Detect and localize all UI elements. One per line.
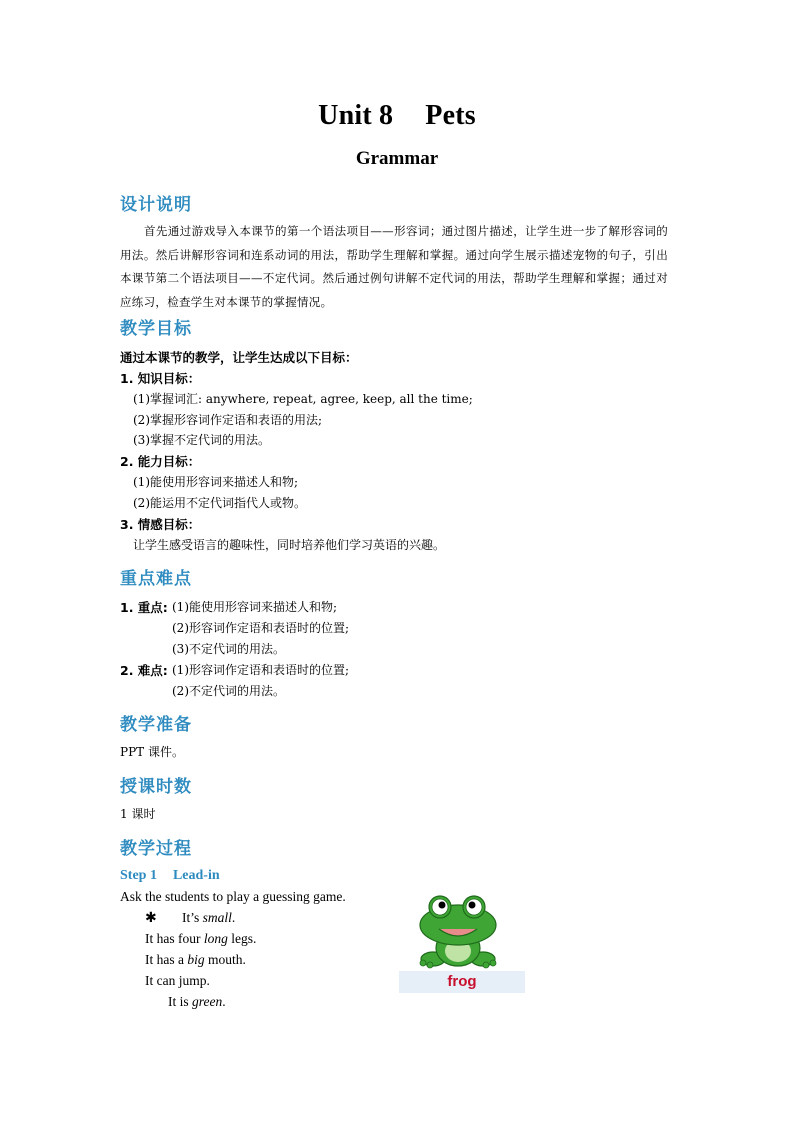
focus-item: (2)形容词作定语和表语时的位置; (172, 621, 350, 635)
design-paragraph: 首先通过游戏导入本课节的第一个语法项目——形容词；通过图片描述，让学生进一步了解形容词的用法。然后讲解形容词和连系动词的用法，帮助学生理解和掌握。通过向学生展示描述宠物的句子，引出本课节第二个语法项目——不定代词。然后通过例句讲解不定代词的用法，帮助学生理解和掌握；通过对应练习，检查学生对本课节的掌握情况。 (120, 224, 668, 309)
page-title (0, 100, 794, 132)
bullet-asterisk: ✱ (145, 911, 157, 926)
difficulty-item: (1)形容词作定语和表语时的位置; (172, 663, 350, 677)
heading-keypoints: 重点难点 (120, 569, 192, 589)
knowledge-item: (2)掌握形容词作定语和表语的用法; (133, 413, 323, 427)
focus-label: 1. 重点: (120, 600, 168, 615)
difficulty-item: (2)不定代词的用法。 (172, 684, 285, 698)
goals-intro: 通过本课节的教学，让学生达成以下目标： (120, 350, 358, 365)
clue-line: It is green. (168, 994, 226, 1009)
clue-line: It has a big mouth. (145, 952, 246, 967)
heading-process: 教学过程 (120, 839, 192, 859)
frog-illustration (399, 893, 525, 973)
clue-line: It can jump. (145, 973, 210, 988)
knowledge-title: 1. 知识目标： (120, 371, 201, 386)
step-label: Step 1 (120, 868, 157, 883)
heading-prep: 教学准备 (120, 715, 192, 735)
focus-item: (1)能使用形容词来描述人和物; (172, 600, 338, 614)
clue-line: It’s small. (182, 910, 236, 925)
step-heading (120, 868, 220, 884)
emotion-text: 让学生感受语言的趣味性，同时培养他们学习英语的兴趣。 (133, 538, 446, 552)
ability-item: (1)能使用形容词来描述人和物; (133, 475, 299, 489)
heading-goals: 教学目标 (120, 319, 192, 339)
frog-image (399, 893, 525, 993)
knowledge-item: (1)掌握词汇: anywhere, repeat, agree, keep, all the time; (133, 392, 473, 406)
page-subtitle: Grammar (355, 148, 439, 169)
prep-text: PPT 课件。 (120, 745, 184, 759)
game-instruction: Ask the students to play a guessing game. (120, 889, 346, 904)
heading-hours: 授课时数 (120, 777, 192, 797)
hours-text: 1 课时 (120, 807, 156, 821)
frog-label: frog (399, 971, 525, 993)
clue-line: It has four long legs. (145, 931, 257, 946)
ability-title: 2. 能力目标： (120, 454, 201, 469)
difficulty-label: 2. 难点: (120, 663, 168, 678)
knowledge-item: (3)掌握不定代词的用法。 (133, 433, 270, 447)
focus-item: (3)不定代词的用法。 (172, 642, 285, 656)
title-unit: Unit 8 (318, 100, 394, 131)
ability-item: (2)能运用不定代词指代人或物。 (133, 496, 306, 510)
heading-design: 设计说明 (120, 195, 192, 215)
emotion-title: 3. 情感目标： (120, 517, 201, 532)
title-name: Pets (425, 100, 476, 131)
step-name: Lead-in (172, 868, 220, 883)
